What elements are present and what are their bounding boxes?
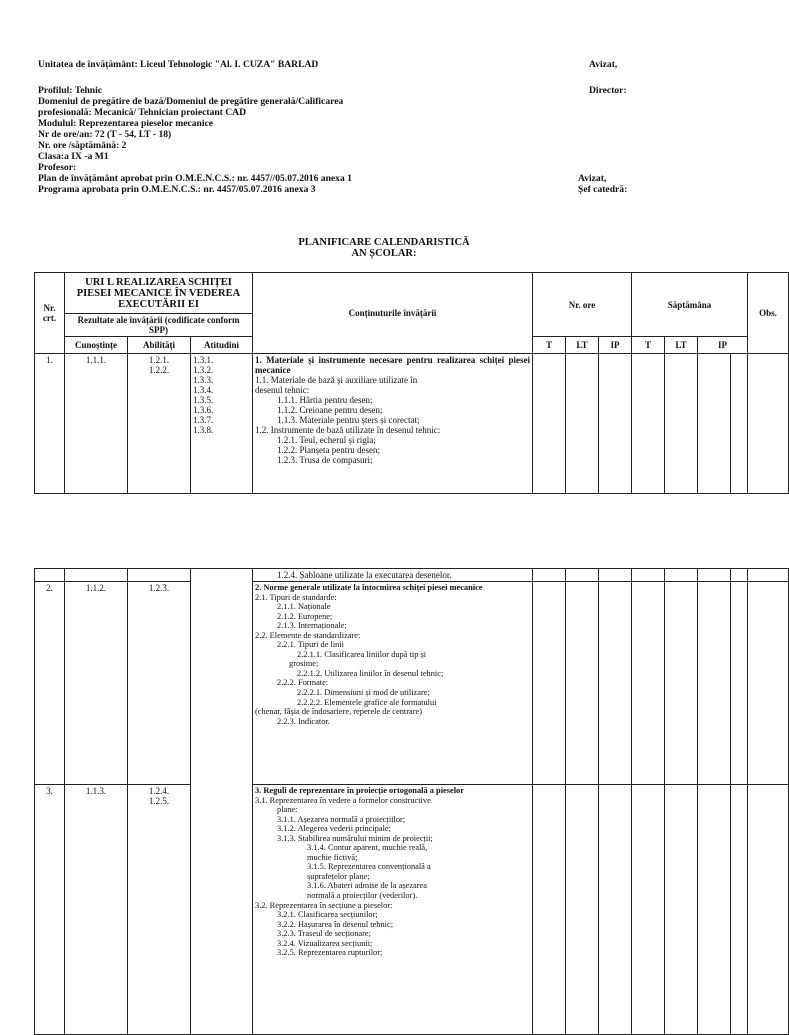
content-line: normală a proiecților (vederilor).	[307, 891, 418, 901]
attitude-code: 1.3.2.	[193, 365, 214, 375]
attitude-code: 1.3.3.	[193, 375, 214, 385]
qualification-line: profesională: Mecanică/ Tehnician proiectant CAD	[38, 107, 247, 118]
week-t-cell	[632, 354, 665, 494]
table-row	[35, 569, 789, 582]
row-number: 2.	[35, 582, 65, 785]
content-line: 1.1. Materiale de bază și auxiliare utilizate în	[255, 375, 418, 385]
content-cell	[253, 354, 533, 494]
week-lt-cell	[665, 354, 698, 494]
attitude-code: 1.3.8.	[193, 425, 214, 435]
learning-unit-header: URI L REALIZAREA SCHIȚEI PIESEI MECANICE ÎN VEDEREA EXECUTĂRII EI	[65, 273, 253, 314]
content-line: 3.2.5. Reprezentarea rupturilor;	[277, 948, 383, 958]
content-heading: 1. Materiale și instrumente necesare pentru realizarea schiței piesei mecanice	[255, 355, 531, 375]
attitude-code: 1.3.6.	[193, 405, 214, 415]
obs-cell	[748, 354, 789, 494]
content-line: 3.1.3. Stabilirea numărului minim de proiecții;	[277, 833, 433, 843]
director-label: Director:	[589, 85, 627, 96]
content-line: 2.2.2. Formate:	[277, 678, 329, 688]
content-line: desenul tehnic:	[255, 385, 310, 395]
avizat-sef: Avizat,	[578, 173, 607, 184]
skill-code: 1.2.1.	[148, 355, 170, 365]
content-line: 3.1.1. Așezarea normală a proiecțiilor;	[277, 814, 406, 824]
document-title: PLANIFICARE CALENDARISTICĂ	[298, 237, 470, 248]
content-line: grosime;	[289, 659, 319, 669]
module-line: Modulul: Reprezentarea pieselor mecanice	[38, 118, 214, 129]
content-line: 2.2. Elemente de standardizare:	[255, 630, 361, 640]
content-line: 2.1.1. Naționale	[277, 602, 331, 612]
skill-code: 1.2.3.	[128, 582, 191, 785]
content-line: 3.2.1. Clasificarea secțiunilor;	[277, 910, 378, 920]
content-line: 1.2.1. Teul, echerul și rigla;	[277, 435, 376, 445]
content-line: 2.2.2.2. Elementele grafice ale formatului	[297, 697, 437, 707]
plan-line: Plan de învățământ aprobat prin O.M.E.N.C.S.: nr. 4457//05.07.2016 anexa 1	[38, 173, 352, 184]
content-heading: 2. Norme generale utilizate la întocmirea schiței piesei mecanice	[255, 583, 483, 592]
profile-line: Profilul: Tehnic	[38, 85, 103, 96]
attitude-code: 1.3.7.	[193, 415, 214, 425]
content-line: 2.2.1.2. Utilizarea liniilor în desenul tehnic;	[297, 668, 444, 678]
avizat-director: Avizat,	[589, 59, 618, 70]
row-number: 1.	[35, 354, 65, 494]
skill-code: 1.2.4.	[148, 786, 170, 796]
content-line: 3.1.6. Abateri admise de la așezarea	[307, 881, 427, 891]
skill-code: 1.2.5.	[148, 796, 170, 806]
hours-header: Nr. ore	[533, 273, 632, 337]
program-line: Programa aprobata prin O.M.E.N.C.S.: nr. 4457/05.07.2016 anexa 3	[38, 184, 316, 195]
school-year-label: AN ȘCOLAR:	[351, 248, 417, 259]
content-line: 3.1. Reprezentarea în vedere a formelor constructive	[255, 795, 431, 805]
content-line: 2.2.1.1. Clasificarea liniilor după tip și	[297, 649, 427, 659]
content-line: 3.2.3. Traseul de secționare;	[277, 929, 371, 939]
school-unit-line: Unitatea de învățământ: Liceul Tehnologic "Al. I. CUZA" BARLAD	[38, 59, 319, 70]
content-line: suprafețelor plane;	[307, 871, 370, 881]
week-t-header: T	[632, 337, 665, 354]
hours-lt-header: LT	[566, 337, 599, 354]
content-line: 1.2.4. Șabloane utilizate la executarea desenelor.	[277, 570, 452, 580]
content-line: 2.1.3. Internaționale;	[277, 621, 347, 631]
planning-table-page1	[34, 272, 789, 494]
content-line: 2.1. Tipuri de standarde:	[255, 592, 337, 602]
week-lt-header: LT	[665, 337, 698, 354]
content-cell	[253, 582, 533, 785]
attitude-code: 1.3.4.	[193, 385, 214, 395]
table-row	[35, 582, 789, 785]
knowledge-code: 1.1.3.	[65, 785, 128, 1035]
attitude-code: 1.3.5.	[193, 395, 214, 405]
hours-t-header: T	[533, 337, 566, 354]
nr-crt-header: Nr. crt.	[35, 273, 65, 354]
content-line: (chenar, fâșia de îndosariere, reperele de centrare)	[255, 707, 423, 717]
skill-code: 1.2.2.	[148, 365, 170, 375]
row-number: 3.	[35, 785, 65, 1035]
content-line: 1.2.2. Planșeta pentru desen;	[277, 445, 380, 455]
hours-week-line: Nr. ore /săptămână: 2	[38, 140, 127, 151]
class-line: Clasa:a IX -a M1	[38, 151, 109, 162]
content-header: Conținuturile învățării	[253, 273, 533, 354]
content-line: 1.2.3. Trusa de compasuri;	[277, 455, 373, 465]
content-line: muchie fictivă;	[307, 852, 358, 862]
week-ip-cell	[698, 354, 731, 494]
hours-ip-cell	[599, 354, 632, 494]
content-line: 2.2.3. Indicator.	[277, 716, 330, 726]
teacher-line: Profesor:	[38, 162, 77, 173]
content-line: 3.2.2. Hașurarea în desenul tehnic;	[277, 919, 394, 929]
skills-codes	[128, 785, 191, 1035]
content-line: 1.1.3. Materiale pentru șters și corectat;	[277, 415, 420, 425]
attitudes-header: Atitudini	[191, 337, 253, 354]
table-row	[35, 354, 789, 494]
hours-year-line: Nr de ore/an: 72 (T - 54, LT - 18)	[38, 129, 172, 140]
content-line: 1.2. Instrumente de bază utilizate în desenul tehnic:	[255, 425, 441, 435]
attitude-codes	[191, 569, 253, 1035]
content-line: 3.1.2. Alegerea vederii principale;	[277, 824, 391, 834]
obs-header: Obs.	[748, 273, 789, 354]
attitude-codes	[191, 354, 253, 494]
content-line: 3.1.4. Contur aparent, muchie reală,	[307, 843, 428, 853]
skills-codes	[128, 354, 191, 494]
outcomes-header: Rezultate ale învățării (codificate conform SPP)	[65, 314, 253, 337]
hours-t-cell	[533, 354, 566, 494]
content-line: 1.1.2. Creioane pentru desen;	[277, 405, 383, 415]
content-cell	[253, 569, 533, 582]
content-line: 3.1.5. Reprezentarea convențională a	[307, 862, 431, 872]
sef-catedra-label: Șef catedră:	[578, 184, 628, 195]
content-line: 2.1.2. Europene;	[277, 611, 333, 621]
content-heading: 3. Reguli de reprezentare în proiecție ortogonală a pieselor	[255, 786, 464, 795]
week-extra-cell	[731, 354, 748, 494]
content-line: 2.2.2.1. Dimensiuni și mod de utilizare;	[297, 688, 430, 698]
content-line: 1.1.1. Hârtia pentru desen;	[277, 395, 373, 405]
hours-ip-header: IP	[599, 337, 632, 354]
attitude-code: 1.3.1.	[193, 355, 214, 365]
knowledge-header: Cunoștințe	[65, 337, 128, 354]
knowledge-code: 1.1.2.	[65, 582, 128, 785]
content-line: 3.2. Reprezentarea în secțiune a pieselor:	[255, 900, 393, 910]
content-line: plane:	[277, 805, 298, 815]
domain-line: Domeniul de pregătire de bază/Domeniul de pregătire generală/Calificarea	[38, 96, 344, 107]
content-cell	[253, 785, 533, 1035]
knowledge-code: 1.1.1.	[65, 354, 128, 494]
hours-lt-cell	[566, 354, 599, 494]
table-row	[35, 785, 789, 1035]
skills-header: Abilități	[128, 337, 191, 354]
content-line: 2.2.1. Tipuri de linii	[277, 640, 345, 650]
week-ip-header: IP	[698, 337, 748, 354]
week-header: Săptămâna	[632, 273, 748, 337]
planning-table-page2	[34, 568, 789, 1035]
content-line: 3.2.4. Vizualizarea secțiunii;	[277, 938, 373, 948]
